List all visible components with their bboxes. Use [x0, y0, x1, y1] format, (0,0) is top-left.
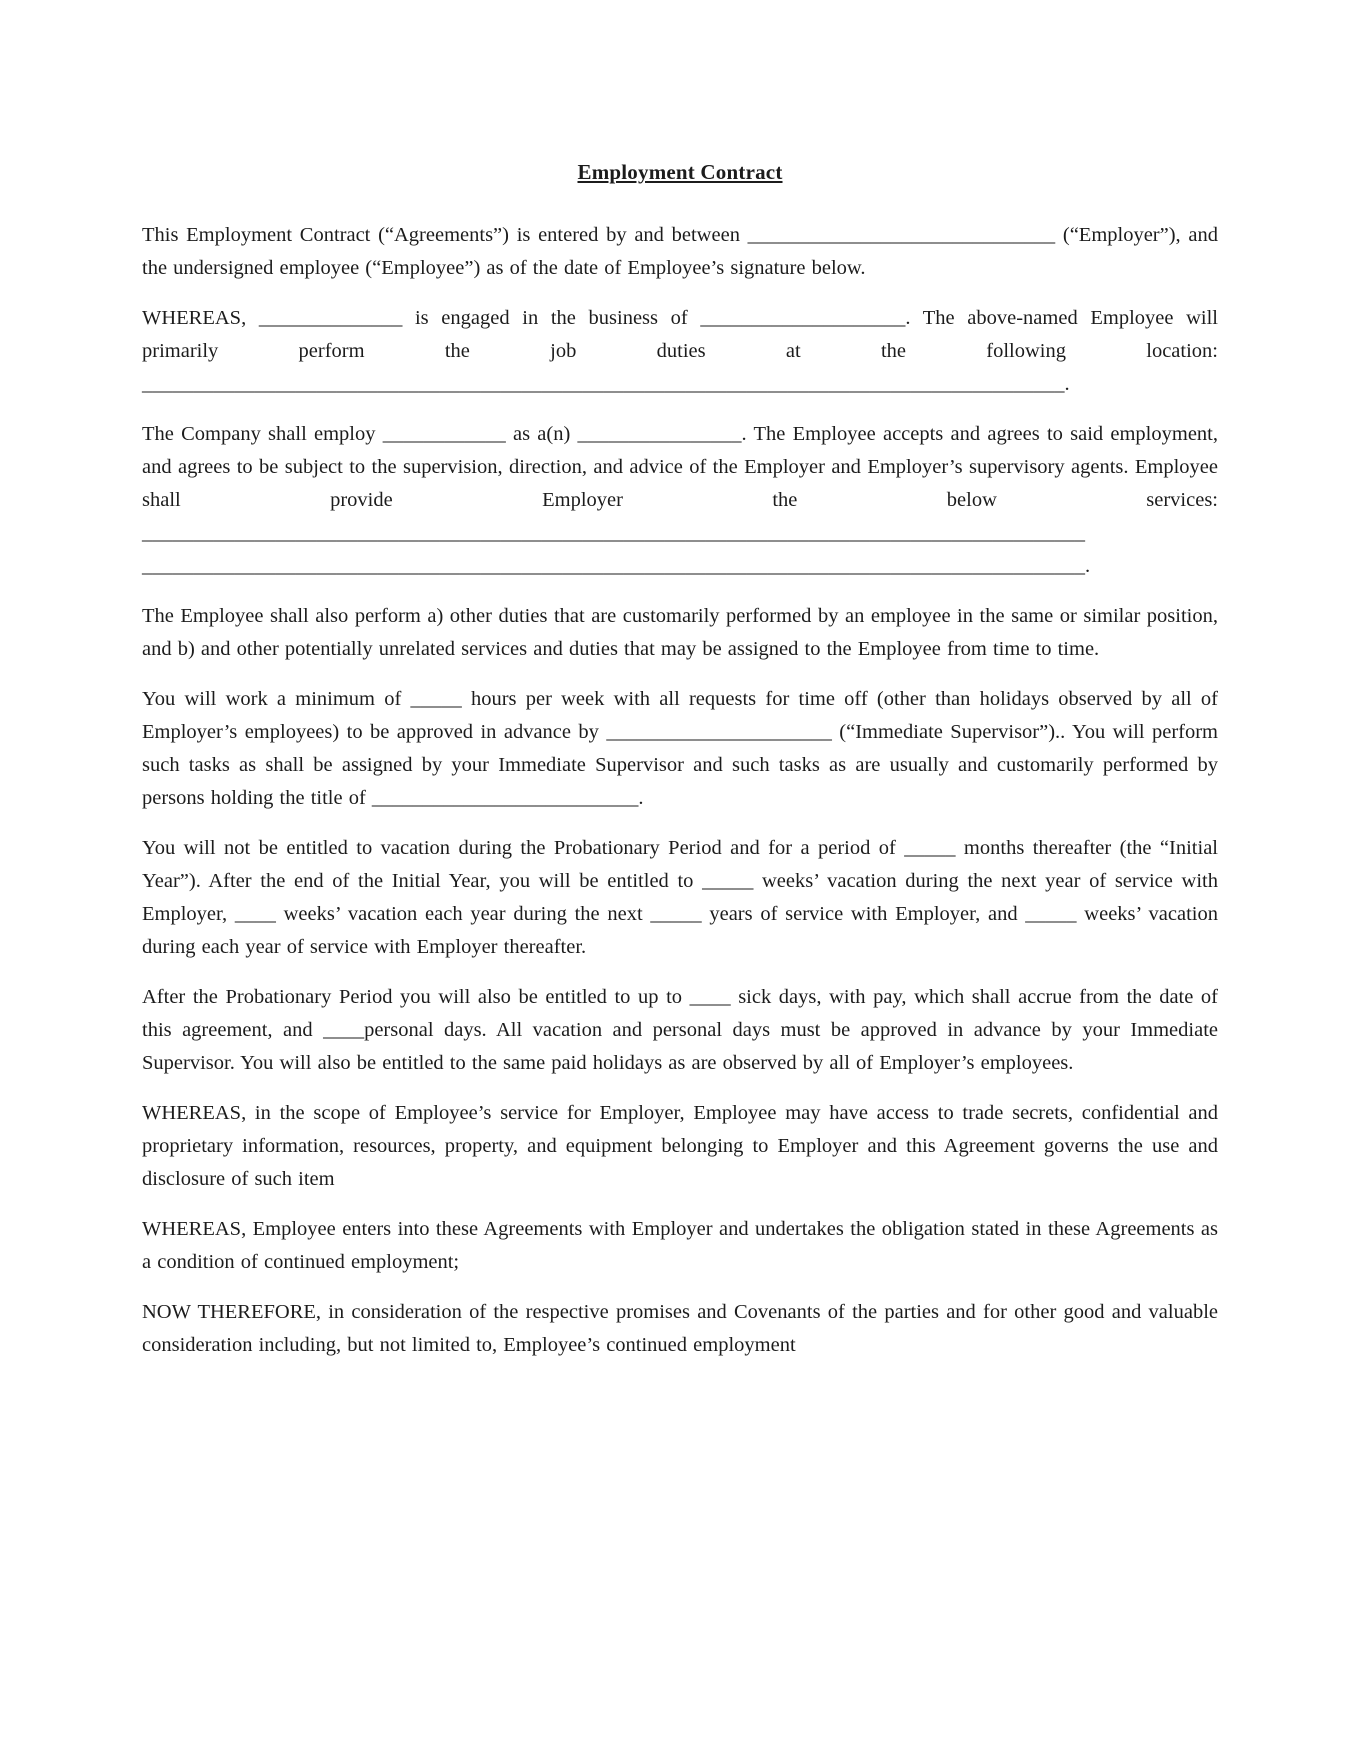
paragraph-employment-services: The Company shall employ ____________ as a(n) ________________. The Employee accepts and agrees to said employment, and agrees to be subject to the supervision, direction, and advice of the Employer and Employer’s supervisory agents. Employee shall provide Employer the below services: ____________________________________________________________________________________________ ____________________________________________________________________________________________.	[142, 423, 1218, 577]
paragraph-now-therefore: NOW THEREFORE, in consideration of the respective promises and Covenants of the parties and for other good and valuable consideration including, but not limited to, Employee’s continued employment	[142, 1301, 1218, 1356]
paragraph-vacation: You will not be entitled to vacation during the Probationary Period and for a period of _____ months thereafter (the “Initial Year”). After the end of the Initial Year, you will be entitled to _____ weeks’ vacation during the next year of service with Employer, ____ weeks’ vacation each year during the next _____ years of service with Employer, and _____ weeks’ vacation during each year of service with Employer thereafter.	[142, 837, 1218, 958]
paragraph-whereas-trade-secrets: WHEREAS, in the scope of Employee’s service for Employer, Employee may have access to trade secrets, confidential and proprietary information, resources, property, and equipment belonging to Employer and this Agreement governs the use and disclosure of such item	[142, 1102, 1218, 1190]
paragraph-whereas-business: WHEREAS, ______________ is engaged in the business of ____________________. The above-named Employee will primarily perform the job duties at the following location: __________________________________________________________________________________________.	[142, 307, 1218, 395]
paragraph-sick-days: After the Probationary Period you will also be entitled to up to ____ sick days, with pay, which shall accrue from the date of this agreement, and ____personal days. All vacation and personal days must be approved in advance by your Immediate Supervisor. You will also be entitled to the same paid holidays as are observed by all of Employer’s employees.	[142, 986, 1218, 1074]
paragraph-other-duties: The Employee shall also perform a) other duties that are customarily performed by an employee in the same or similar position, and b) and other potentially unrelated services and duties that may be assigned to the Employee from time to time.	[142, 605, 1218, 660]
document-title: Employment Contract	[577, 160, 783, 184]
paragraph-parties: This Employment Contract (“Agreements”) is entered by and between ______________________________ (“Employer”), and the undersigned employee (“Employee”) as of the date of Employee’s signature below.	[142, 224, 1218, 279]
paragraph-work-hours: You will work a minimum of _____ hours per week with all requests for time off (other than holidays observed by all of Employer’s employees) to be approved in advance by ______________________ (“Immediate Supervisor”).. You will perform such tasks as shall be assigned by your Immediate Supervisor and such tasks as are usually and customarily performed by persons holding the title of __________________________.	[142, 688, 1218, 809]
paragraph-whereas-obligation: WHEREAS, Employee enters into these Agreements with Employer and undertakes the obligation stated in these Agreements as a condition of continued employment;	[142, 1218, 1218, 1273]
